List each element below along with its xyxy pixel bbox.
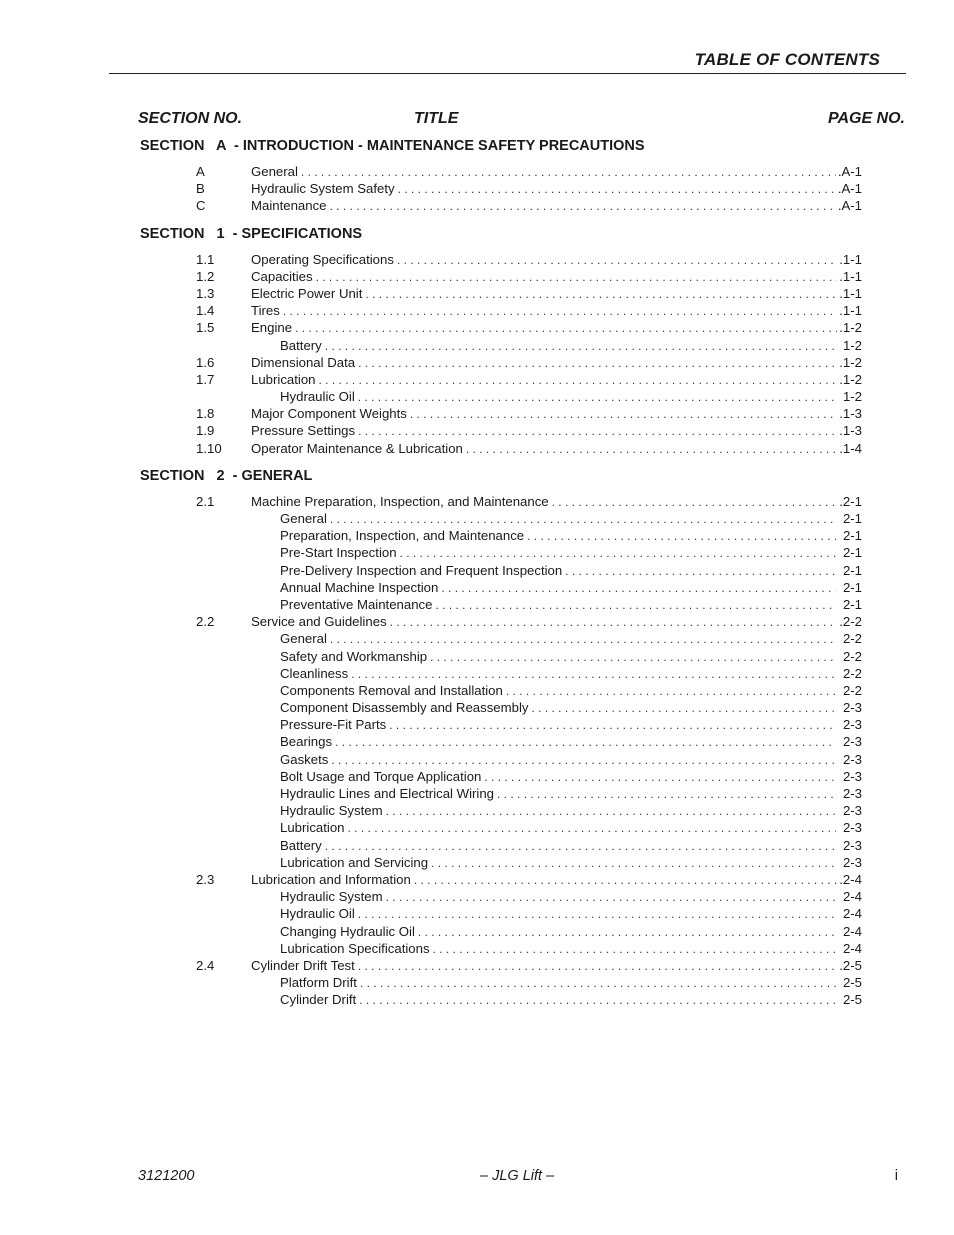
entry-label: Capacities [251, 268, 313, 284]
entry-page-number: .2-4 [839, 871, 862, 887]
toc-subentry[interactable] [140, 579, 862, 596]
entry-number: B [196, 181, 205, 197]
toc-entry[interactable] [140, 197, 862, 214]
toc-entry[interactable] [140, 613, 862, 630]
toc-section [140, 466, 862, 1009]
toc-subentry[interactable] [140, 682, 862, 699]
entry-line [251, 440, 862, 458]
toc-subentry[interactable] [140, 699, 862, 716]
entry-page-number: 2-1 [842, 579, 862, 595]
entry-label: General [251, 164, 298, 179]
entry-page-number: 2-3 [842, 700, 862, 716]
dot-leader [331, 752, 836, 769]
entry-line [280, 733, 862, 751]
dot-leader [565, 563, 836, 580]
entry-line [251, 163, 862, 181]
toc-subentry[interactable] [140, 854, 862, 871]
entry-page-number: .2-5 [839, 957, 862, 973]
entry-page-number: 1-2 [842, 389, 862, 405]
entry-page-number: 2-3 [842, 837, 862, 853]
column-header-section-no: SECTION NO. [138, 110, 243, 127]
entry-line [280, 837, 862, 855]
entry-line [251, 613, 862, 631]
toc-entry[interactable] [140, 422, 862, 439]
dot-leader [410, 406, 837, 423]
entry-page-number: .2-1 [839, 493, 862, 509]
entry-page-number: .1-2 [839, 320, 862, 336]
entry-label: Electric Power Unit [251, 285, 363, 301]
entry-page-number: .1-1 [839, 268, 862, 284]
toc-subentry[interactable] [140, 733, 862, 750]
toc-entry[interactable] [140, 957, 862, 974]
toc-subentry[interactable] [140, 819, 862, 836]
dot-leader [358, 906, 836, 923]
toc-entry[interactable] [140, 405, 862, 422]
entry-label: Annual Machine Inspection [280, 579, 439, 595]
toc-subentry[interactable] [140, 562, 862, 579]
entry-line [280, 510, 862, 528]
entry-page-number: .A-1 [837, 164, 862, 179]
dot-leader [433, 941, 836, 958]
toc-subentry[interactable] [140, 527, 862, 544]
dot-leader [497, 786, 836, 803]
entry-page-number: 2-2 [842, 631, 862, 647]
entry-page-number: 2-1 [842, 562, 862, 578]
dot-leader [414, 872, 837, 889]
entry-page-number: 2-4 [842, 923, 862, 939]
dot-leader [418, 924, 836, 941]
entry-number: 1.7 [196, 371, 215, 387]
entry-line [280, 888, 862, 906]
toc-entry[interactable] [140, 268, 862, 285]
entry-line [251, 354, 862, 372]
entry-page-number: .1-1 [839, 285, 862, 301]
entry-line [280, 630, 862, 648]
entry-page-number: 2-3 [842, 768, 862, 784]
entry-line [280, 596, 862, 614]
entry-page-number: 2-1 [842, 596, 862, 612]
toc-subentry[interactable] [140, 751, 862, 768]
toc-subentry[interactable] [140, 337, 862, 354]
entry-line [251, 180, 862, 198]
entry-line [280, 527, 862, 545]
entry-line [280, 648, 862, 666]
entry-line [280, 751, 862, 769]
entry-label: Service and Guidelines [251, 614, 387, 630]
dot-leader [400, 545, 836, 562]
toc-subentry[interactable] [140, 665, 862, 682]
entry-label: Cylinder Drift [280, 992, 357, 1008]
entry-number: 1.1 [196, 251, 215, 267]
entry-label: Machine Preparation, Inspection, and Maintenance [251, 493, 549, 509]
entry-label: General [280, 511, 327, 526]
dot-leader [358, 389, 836, 406]
entry-label: Hydraulic System Safety [251, 181, 395, 197]
dot-leader [386, 803, 836, 820]
entry-page-number: 2-5 [842, 992, 862, 1008]
entry-page-number: .1-4 [839, 440, 862, 456]
entry-label: Component Disassembly and Reassembly [280, 700, 529, 716]
entry-page-number: 2-2 [842, 648, 862, 664]
toc-subentry[interactable] [140, 785, 862, 802]
dot-leader [398, 181, 836, 198]
entry-label: Changing Hydraulic Oil [280, 923, 415, 939]
dot-leader [359, 992, 836, 1009]
entry-page-number: 2-3 [842, 734, 862, 750]
toc-subentry[interactable] [140, 940, 862, 957]
entry-label: Dimensional Data [251, 354, 356, 370]
dot-leader [301, 164, 836, 181]
toc-subentry[interactable] [140, 923, 862, 940]
entry-line [280, 802, 862, 820]
toc-subentry[interactable] [140, 905, 862, 922]
entry-page-number: 2-4 [842, 906, 862, 922]
entry-label: Tires [251, 303, 280, 319]
toc-subentry[interactable] [140, 974, 862, 991]
dot-leader [441, 580, 836, 597]
entry-page-number: 2-2 [842, 665, 862, 681]
entry-label: Platform Drift [280, 975, 357, 991]
entry-label: Maintenance [251, 198, 327, 214]
dot-leader [283, 303, 837, 320]
toc-subentry[interactable] [140, 991, 862, 1008]
dot-leader [316, 269, 838, 286]
column-header-page-no: PAGE NO. [827, 110, 905, 127]
dot-leader [531, 700, 835, 717]
dot-leader [358, 958, 837, 975]
entry-label: Major Component Weights [251, 406, 407, 422]
entry-line [251, 302, 862, 320]
entry-line [280, 337, 862, 355]
entry-number: 1.9 [196, 423, 215, 439]
dot-leader [386, 889, 836, 906]
entry-label: Operating Specifications [251, 251, 394, 267]
entry-page-number: .1-2 [839, 354, 862, 370]
entry-page-number: .1-3 [839, 406, 862, 422]
dot-leader [431, 855, 836, 872]
entry-number: 2.2 [196, 614, 215, 630]
entry-line [251, 871, 862, 889]
toc-entry[interactable] [140, 493, 862, 510]
entry-page-number: 2-5 [842, 975, 862, 991]
entry-line [280, 785, 862, 803]
table-of-contents [140, 134, 862, 1008]
entry-line [280, 716, 862, 734]
dot-leader [390, 614, 838, 631]
entry-page-number: 2-1 [842, 545, 862, 561]
entry-page-number: .1-1 [839, 251, 862, 267]
dot-leader [358, 423, 837, 440]
toc-entry[interactable] [140, 371, 862, 388]
entry-number: 1.5 [196, 320, 215, 336]
entry-page-number: 2-2 [842, 682, 862, 698]
dot-leader [348, 820, 836, 837]
toc-entry[interactable] [140, 302, 862, 319]
entry-line [280, 544, 862, 562]
toc-subentry[interactable] [140, 510, 862, 527]
entry-number: 1.4 [196, 303, 215, 319]
entry-label: Gaskets [280, 751, 329, 767]
entry-label: Pressure-Fit Parts [280, 717, 387, 733]
dot-leader [295, 320, 837, 337]
toc-subentry[interactable] [140, 837, 862, 854]
entry-page-number: 2-4 [842, 889, 862, 905]
entry-label: Hydraulic Oil [280, 906, 355, 922]
entry-line [251, 422, 862, 440]
section-heading: SECTION 2 - GENERAL [140, 467, 313, 484]
dot-leader [484, 769, 836, 786]
entry-label: Hydraulic System [280, 889, 383, 905]
entry-label: Preparation, Inspection, and Maintenance [280, 528, 525, 544]
entry-number: C [196, 198, 206, 214]
entry-page-number: .1-3 [839, 423, 862, 439]
entry-line [251, 285, 862, 303]
entry-page-number: .2-2 [839, 614, 862, 630]
dot-leader [325, 338, 836, 355]
toc-entry[interactable] [140, 319, 862, 336]
footer-doc-number: 3121200 [138, 1168, 195, 1184]
entry-label: Pre-Start Inspection [280, 545, 397, 561]
entry-label: Engine [251, 320, 293, 336]
toc-section [140, 224, 862, 457]
entry-page-number: .1-1 [839, 303, 862, 319]
toc-entry[interactable] [140, 180, 862, 197]
section-heading: SECTION 1 - SPECIFICATIONS [140, 225, 363, 242]
entry-line [280, 665, 862, 683]
entry-label: Lubrication and Servicing [280, 854, 429, 870]
dot-leader [552, 494, 838, 511]
toc-subentry[interactable] [140, 630, 862, 647]
entry-line [251, 371, 862, 389]
entry-label: Bolt Usage and Torque Application [280, 768, 482, 784]
toc-subentry[interactable] [140, 888, 862, 905]
toc-subentry[interactable] [140, 544, 862, 561]
entry-label: Battery [280, 837, 322, 853]
entry-page-number: 2-3 [842, 820, 862, 836]
entry-line [280, 682, 862, 700]
entry-label: Operator Maintenance & Lubrication [251, 440, 463, 456]
dot-leader [466, 441, 837, 458]
entry-page-number: 2-3 [842, 786, 862, 801]
entry-page-number: 2-4 [842, 940, 862, 956]
entry-page-number: 2-3 [842, 854, 862, 870]
entry-page-number: 2-3 [842, 717, 862, 733]
entry-label: Lubrication [251, 371, 316, 387]
dot-leader [330, 198, 836, 215]
toc-subentry[interactable] [140, 596, 862, 613]
entry-label: General [280, 631, 327, 647]
entry-line [251, 405, 862, 423]
entry-label: Lubrication and Information [251, 871, 411, 887]
dot-leader [335, 734, 836, 751]
entry-line [251, 268, 862, 286]
entry-line [280, 388, 862, 406]
dot-leader [319, 372, 838, 389]
dot-leader [397, 252, 837, 269]
entry-number: 1.8 [196, 406, 215, 422]
entry-line [251, 251, 862, 269]
dot-leader [430, 649, 836, 666]
entry-line [280, 819, 862, 837]
toc-subentry[interactable] [140, 716, 862, 733]
page-footer [138, 1168, 898, 1188]
toc-entry[interactable] [140, 440, 862, 457]
entry-label: Cleanliness [280, 665, 349, 681]
entry-label: Components Removal and Installation [280, 682, 503, 698]
entry-number: 1.2 [196, 268, 215, 284]
entry-line [280, 905, 862, 923]
entry-number: 1.6 [196, 354, 215, 370]
toc-entry[interactable] [140, 871, 862, 888]
toc-entry[interactable] [140, 251, 862, 268]
entry-number: 2.4 [196, 957, 215, 973]
entry-page-number: 1-2 [842, 337, 862, 353]
entry-line [280, 562, 862, 580]
dot-leader [351, 666, 836, 683]
toc-subentry[interactable] [140, 802, 862, 819]
dot-leader [358, 355, 837, 372]
entry-label: Bearings [280, 734, 333, 750]
entry-label: Safety and Workmanship [280, 648, 428, 664]
entry-page-number: .A-1 [837, 181, 862, 197]
entry-line [280, 699, 862, 717]
entry-page-number: 2-1 [842, 511, 862, 526]
entry-label: Lubrication [280, 820, 345, 836]
column-headers [138, 110, 905, 132]
dot-leader [365, 286, 837, 303]
entry-line [251, 493, 862, 511]
toc-subentry[interactable] [140, 648, 862, 665]
entry-label: Hydraulic System [280, 803, 383, 819]
dot-leader [360, 975, 836, 992]
entry-page-number: 2-1 [842, 528, 862, 544]
toc-subentry[interactable] [140, 768, 862, 785]
section-heading: SECTION A - INTRODUCTION - MAINTENANCE SAFETY PRECAUTIONS [140, 138, 645, 154]
footer-page-number: i [894, 1168, 898, 1184]
entry-line [251, 957, 862, 975]
entry-label: Battery [280, 337, 322, 353]
entry-page-number: 2-3 [842, 751, 862, 767]
entry-page-number: .1-2 [839, 371, 862, 387]
entry-line [280, 768, 862, 786]
toc-subentry[interactable] [140, 388, 862, 405]
entry-number: 1.3 [196, 285, 215, 301]
entry-line [280, 974, 862, 992]
entry-line [280, 923, 862, 941]
toc-entry[interactable] [140, 163, 862, 180]
entry-number: 2.1 [196, 493, 215, 509]
dot-leader [435, 597, 835, 614]
entry-label: Hydraulic Lines and Electrical Wiring [280, 786, 495, 801]
entry-line [280, 579, 862, 597]
toc-section [140, 136, 862, 215]
footer-publisher: – JLG Lift – [480, 1168, 555, 1184]
entry-label: Lubrication Specifications [280, 940, 430, 956]
entry-line [251, 319, 862, 337]
entry-label: Pressure Settings [251, 423, 356, 439]
header-rule [109, 73, 906, 74]
dot-leader [330, 631, 836, 648]
entry-label: Pre-Delivery Inspection and Frequent Inspection [280, 562, 563, 578]
toc-entry[interactable] [140, 354, 862, 371]
dot-leader [389, 717, 836, 734]
dot-leader [527, 528, 836, 545]
entry-line [280, 854, 862, 872]
column-header-title: TITLE [414, 110, 459, 127]
dot-leader [325, 838, 836, 855]
toc-entry[interactable] [140, 285, 862, 302]
dot-leader [330, 511, 836, 528]
entry-number: 2.3 [196, 871, 215, 887]
entry-line [251, 197, 862, 215]
entry-line [280, 991, 862, 1009]
entry-label: Cylinder Drift Test [251, 957, 355, 973]
dot-leader [506, 683, 836, 700]
entry-line [280, 940, 862, 958]
entry-number: A [196, 164, 205, 179]
entry-label: Preventative Maintenance [280, 596, 433, 612]
page-header-title: TABLE OF CONTENTS [694, 50, 880, 69]
entry-label: Hydraulic Oil [280, 389, 355, 405]
entry-page-number: 2-3 [842, 803, 862, 819]
entry-page-number: .A-1 [837, 198, 862, 214]
entry-number: 1.10 [196, 440, 222, 456]
